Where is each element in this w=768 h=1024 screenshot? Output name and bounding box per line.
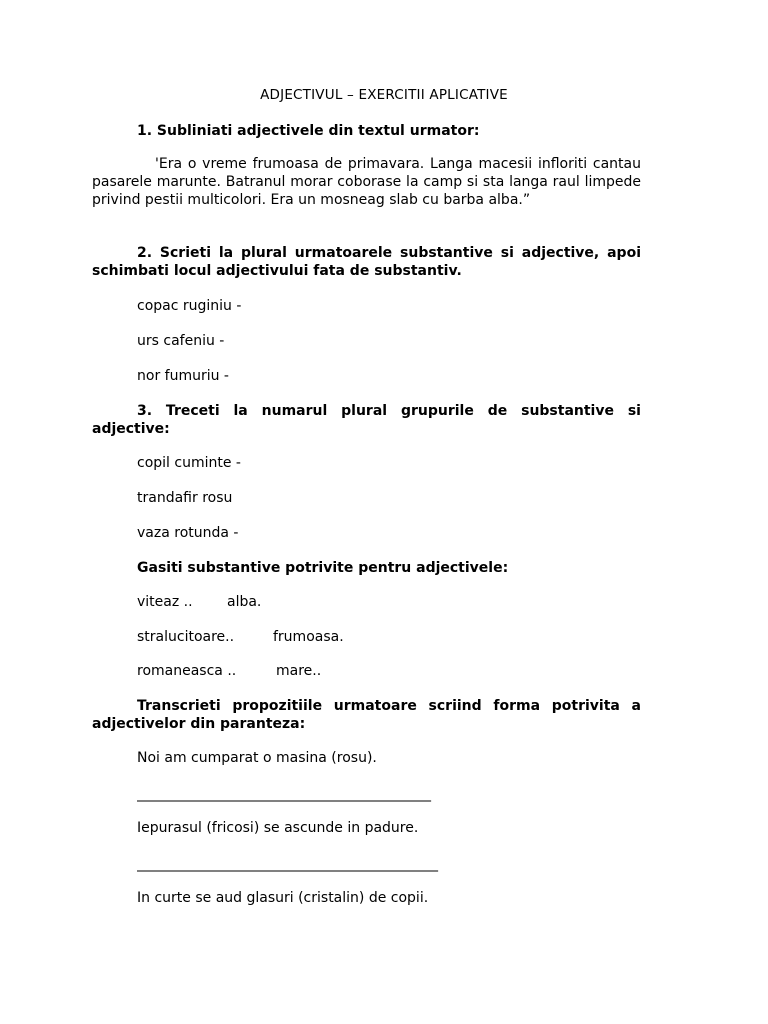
adjective-row <box>137 628 344 646</box>
section-2-item: nor fumuriu - <box>137 368 229 384</box>
answer-line: __________________________________________ <box>137 786 431 802</box>
section-2-item: copac ruginiu - <box>137 298 242 314</box>
adjective-word: mare.. <box>276 663 322 679</box>
noun-placeholder: romaneasca .. <box>137 663 237 679</box>
adjective-row <box>137 593 261 611</box>
sentence: Noi am cumparat o masina (rosu). <box>137 750 377 766</box>
noun-placeholder: viteaz .. <box>137 594 193 610</box>
document-title: ADJECTIVUL – EXERCITII APLICATIVE <box>260 87 508 103</box>
section-1-heading: 1. Subliniati adjectivele din textul urmator: <box>137 123 480 139</box>
section-3-item: vaza rotunda - <box>137 525 239 541</box>
sentence: In curte se aud glasuri (cristalin) de copii. <box>137 890 429 906</box>
section-2-heading <box>92 244 641 280</box>
section-3-item: trandafir rosu <box>137 490 233 506</box>
section-1-paragraph: 'Era o vreme frumoasa de primavara. Langa macesii infloriti cantau pasarele marunte. Batranul morar coborase la camp si sta langa raul limpede privind pestii multicolori. Era un mosneag slab cu barba alba.” <box>92 156 641 208</box>
section-2-item: urs cafeniu - <box>137 333 225 349</box>
answer-line: ___________________________________________ <box>137 856 438 872</box>
adjective-row <box>137 662 321 680</box>
section-3-item: copil cuminte - <box>137 455 241 471</box>
noun-placeholder: stralucitoare.. <box>137 629 235 645</box>
section-2-heading-text: 2. Scrieti la plural urmatoarele substantive si adjective, apoi schimbati locul adjectivului fata de substantiv. <box>92 245 641 279</box>
section-5-heading <box>92 697 641 733</box>
sentence: Iepurasul (fricosi) se ascunde in padure. <box>137 820 419 836</box>
section-3-heading <box>92 402 641 438</box>
section-1-text <box>92 155 641 209</box>
adjective-word: alba. <box>227 594 262 610</box>
adjective-word: frumoasa. <box>273 629 344 645</box>
section-5-heading-text: Transcrieti propozitiile urmatoare scriind forma potrivita a adjectivelor din paranteza: <box>92 698 641 732</box>
section-3-heading-text: 3. Treceti la numarul plural grupurile de substantive si adjective: <box>92 403 641 437</box>
section-4-heading: Gasiti substantive potrivite pentru adjectivele: <box>137 560 509 576</box>
